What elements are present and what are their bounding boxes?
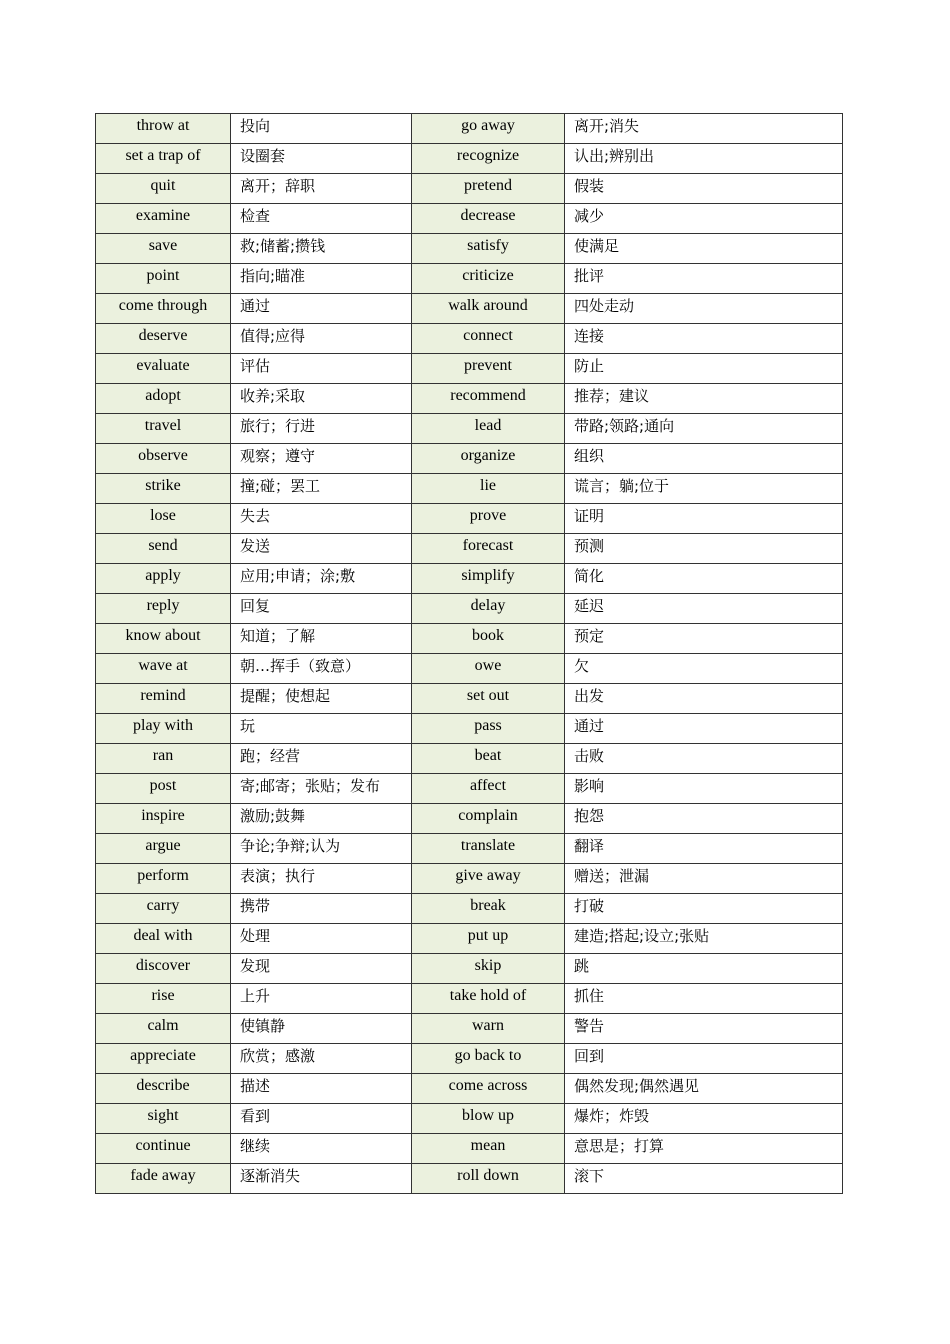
- table-row: [96, 384, 843, 414]
- table-row: [96, 204, 843, 234]
- table-row: [96, 324, 843, 354]
- table-row: [96, 774, 843, 804]
- chinese-meaning-cell: 证明: [565, 504, 843, 534]
- english-phrase-cell: break: [412, 894, 565, 924]
- table-row: [96, 984, 843, 1014]
- chinese-meaning-cell: 谎言；躺;位于: [565, 474, 843, 504]
- chinese-meaning-cell: 警告: [565, 1014, 843, 1044]
- english-phrase-cell: strike: [96, 474, 231, 504]
- chinese-meaning-cell: 抱怨: [565, 804, 843, 834]
- chinese-meaning-cell: 旅行；行进: [231, 414, 412, 444]
- english-phrase-cell: examine: [96, 204, 231, 234]
- english-phrase-cell: play with: [96, 714, 231, 744]
- chinese-meaning-cell: 使满足: [565, 234, 843, 264]
- english-phrase-cell: skip: [412, 954, 565, 984]
- english-phrase-cell: wave at: [96, 654, 231, 684]
- english-phrase-cell: connect: [412, 324, 565, 354]
- chinese-meaning-cell: 使镇静: [231, 1014, 412, 1044]
- english-phrase-cell: remind: [96, 684, 231, 714]
- table-row: [96, 714, 843, 744]
- table-row: [96, 744, 843, 774]
- english-phrase-cell: recommend: [412, 384, 565, 414]
- table-row: [96, 654, 843, 684]
- chinese-meaning-cell: 批评: [565, 264, 843, 294]
- english-phrase-cell: set a trap of: [96, 144, 231, 174]
- table-row: [96, 1164, 843, 1194]
- chinese-meaning-cell: 看到: [231, 1104, 412, 1134]
- chinese-meaning-cell: 跑；经营: [231, 744, 412, 774]
- chinese-meaning-cell: 离开；辞职: [231, 174, 412, 204]
- english-phrase-cell: set out: [412, 684, 565, 714]
- english-phrase-cell: send: [96, 534, 231, 564]
- chinese-meaning-cell: 继续: [231, 1134, 412, 1164]
- chinese-meaning-cell: 寄;邮寄；张贴；发布: [231, 774, 412, 804]
- chinese-meaning-cell: 指向;瞄准: [231, 264, 412, 294]
- english-phrase-cell: criticize: [412, 264, 565, 294]
- table-row: [96, 564, 843, 594]
- chinese-meaning-cell: 延迟: [565, 594, 843, 624]
- english-phrase-cell: come across: [412, 1074, 565, 1104]
- chinese-meaning-cell: 携带: [231, 894, 412, 924]
- table-row: [96, 1074, 843, 1104]
- english-phrase-cell: deal with: [96, 924, 231, 954]
- english-phrase-cell: pretend: [412, 174, 565, 204]
- chinese-meaning-cell: 激励;鼓舞: [231, 804, 412, 834]
- english-phrase-cell: throw at: [96, 114, 231, 144]
- chinese-meaning-cell: 预测: [565, 534, 843, 564]
- chinese-meaning-cell: 意思是；打算: [565, 1134, 843, 1164]
- chinese-meaning-cell: 收养;采取: [231, 384, 412, 414]
- chinese-meaning-cell: 爆炸；炸毁: [565, 1104, 843, 1134]
- chinese-meaning-cell: 朝…挥手（致意）: [231, 654, 412, 684]
- chinese-meaning-cell: 抓住: [565, 984, 843, 1014]
- english-phrase-cell: go away: [412, 114, 565, 144]
- vocabulary-table: [95, 113, 843, 1194]
- chinese-meaning-cell: 失去: [231, 504, 412, 534]
- chinese-meaning-cell: 推荐；建议: [565, 384, 843, 414]
- english-phrase-cell: mean: [412, 1134, 565, 1164]
- chinese-meaning-cell: 观察；遵守: [231, 444, 412, 474]
- english-phrase-cell: blow up: [412, 1104, 565, 1134]
- english-phrase-cell: carry: [96, 894, 231, 924]
- english-phrase-cell: complain: [412, 804, 565, 834]
- english-phrase-cell: travel: [96, 414, 231, 444]
- chinese-meaning-cell: 撞;碰；罢工: [231, 474, 412, 504]
- chinese-meaning-cell: 滚下: [565, 1164, 843, 1194]
- chinese-meaning-cell: 通过: [565, 714, 843, 744]
- chinese-meaning-cell: 预定: [565, 624, 843, 654]
- chinese-meaning-cell: 建造;搭起;设立;张贴: [565, 924, 843, 954]
- table-row: [96, 1014, 843, 1044]
- english-phrase-cell: observe: [96, 444, 231, 474]
- english-phrase-cell: ran: [96, 744, 231, 774]
- english-phrase-cell: come through: [96, 294, 231, 324]
- english-phrase-cell: lose: [96, 504, 231, 534]
- chinese-meaning-cell: 击败: [565, 744, 843, 774]
- table-row: [96, 114, 843, 144]
- english-phrase-cell: post: [96, 774, 231, 804]
- chinese-meaning-cell: 发现: [231, 954, 412, 984]
- chinese-meaning-cell: 通过: [231, 294, 412, 324]
- english-phrase-cell: recognize: [412, 144, 565, 174]
- chinese-meaning-cell: 玩: [231, 714, 412, 744]
- table-row: [96, 144, 843, 174]
- english-phrase-cell: forecast: [412, 534, 565, 564]
- english-phrase-cell: roll down: [412, 1164, 565, 1194]
- table-row: [96, 894, 843, 924]
- english-phrase-cell: argue: [96, 834, 231, 864]
- english-phrase-cell: reply: [96, 594, 231, 624]
- english-phrase-cell: appreciate: [96, 1044, 231, 1074]
- english-phrase-cell: lead: [412, 414, 565, 444]
- table-row: [96, 264, 843, 294]
- table-row: [96, 1044, 843, 1074]
- english-phrase-cell: describe: [96, 1074, 231, 1104]
- chinese-meaning-cell: 防止: [565, 354, 843, 384]
- chinese-meaning-cell: 上升: [231, 984, 412, 1014]
- chinese-meaning-cell: 设圈套: [231, 144, 412, 174]
- chinese-meaning-cell: 四处走动: [565, 294, 843, 324]
- table-row: [96, 594, 843, 624]
- chinese-meaning-cell: 值得;应得: [231, 324, 412, 354]
- english-phrase-cell: take hold of: [412, 984, 565, 1014]
- chinese-meaning-cell: 发送: [231, 534, 412, 564]
- chinese-meaning-cell: 假装: [565, 174, 843, 204]
- english-phrase-cell: give away: [412, 864, 565, 894]
- vocabulary-table-body: [96, 114, 843, 1194]
- english-phrase-cell: sight: [96, 1104, 231, 1134]
- chinese-meaning-cell: 表演；执行: [231, 864, 412, 894]
- chinese-meaning-cell: 欠: [565, 654, 843, 684]
- chinese-meaning-cell: 评估: [231, 354, 412, 384]
- english-phrase-cell: perform: [96, 864, 231, 894]
- chinese-meaning-cell: 回到: [565, 1044, 843, 1074]
- table-row: [96, 414, 843, 444]
- chinese-meaning-cell: 回复: [231, 594, 412, 624]
- chinese-meaning-cell: 知道；了解: [231, 624, 412, 654]
- english-phrase-cell: continue: [96, 1134, 231, 1164]
- english-phrase-cell: go back to: [412, 1044, 565, 1074]
- table-row: [96, 624, 843, 654]
- english-phrase-cell: book: [412, 624, 565, 654]
- english-phrase-cell: decrease: [412, 204, 565, 234]
- table-row: [96, 534, 843, 564]
- english-phrase-cell: simplify: [412, 564, 565, 594]
- chinese-meaning-cell: 应用;申请；涂;敷: [231, 564, 412, 594]
- chinese-meaning-cell: 检查: [231, 204, 412, 234]
- chinese-meaning-cell: 影响: [565, 774, 843, 804]
- english-phrase-cell: prevent: [412, 354, 565, 384]
- table-row: [96, 954, 843, 984]
- english-phrase-cell: inspire: [96, 804, 231, 834]
- english-phrase-cell: lie: [412, 474, 565, 504]
- english-phrase-cell: calm: [96, 1014, 231, 1044]
- table-row: [96, 174, 843, 204]
- table-row: [96, 294, 843, 324]
- chinese-meaning-cell: 救;储蓄;攒钱: [231, 234, 412, 264]
- english-phrase-cell: apply: [96, 564, 231, 594]
- english-phrase-cell: quit: [96, 174, 231, 204]
- table-row: [96, 234, 843, 264]
- english-phrase-cell: prove: [412, 504, 565, 534]
- table-row: [96, 474, 843, 504]
- chinese-meaning-cell: 打破: [565, 894, 843, 924]
- english-phrase-cell: point: [96, 264, 231, 294]
- chinese-meaning-cell: 简化: [565, 564, 843, 594]
- chinese-meaning-cell: 偶然发现;偶然遇见: [565, 1074, 843, 1104]
- english-phrase-cell: fade away: [96, 1164, 231, 1194]
- english-phrase-cell: organize: [412, 444, 565, 474]
- chinese-meaning-cell: 赠送；泄漏: [565, 864, 843, 894]
- english-phrase-cell: adopt: [96, 384, 231, 414]
- table-row: [96, 354, 843, 384]
- chinese-meaning-cell: 欣赏；感激: [231, 1044, 412, 1074]
- table-row: [96, 834, 843, 864]
- chinese-meaning-cell: 组织: [565, 444, 843, 474]
- english-phrase-cell: delay: [412, 594, 565, 624]
- english-phrase-cell: save: [96, 234, 231, 264]
- english-phrase-cell: rise: [96, 984, 231, 1014]
- table-row: [96, 684, 843, 714]
- table-row: [96, 444, 843, 474]
- chinese-meaning-cell: 提醒；使想起: [231, 684, 412, 714]
- chinese-meaning-cell: 描述: [231, 1074, 412, 1104]
- chinese-meaning-cell: 连接: [565, 324, 843, 354]
- chinese-meaning-cell: 投向: [231, 114, 412, 144]
- chinese-meaning-cell: 离开;消失: [565, 114, 843, 144]
- english-phrase-cell: affect: [412, 774, 565, 804]
- chinese-meaning-cell: 出发: [565, 684, 843, 714]
- english-phrase-cell: owe: [412, 654, 565, 684]
- english-phrase-cell: satisfy: [412, 234, 565, 264]
- table-row: [96, 924, 843, 954]
- english-phrase-cell: beat: [412, 744, 565, 774]
- english-phrase-cell: evaluate: [96, 354, 231, 384]
- english-phrase-cell: pass: [412, 714, 565, 744]
- english-phrase-cell: walk around: [412, 294, 565, 324]
- chinese-meaning-cell: 逐渐消失: [231, 1164, 412, 1194]
- table-row: [96, 804, 843, 834]
- english-phrase-cell: translate: [412, 834, 565, 864]
- english-phrase-cell: discover: [96, 954, 231, 984]
- table-row: [96, 1134, 843, 1164]
- table-row: [96, 1104, 843, 1134]
- chinese-meaning-cell: 争论;争辩;认为: [231, 834, 412, 864]
- chinese-meaning-cell: 跳: [565, 954, 843, 984]
- chinese-meaning-cell: 减少: [565, 204, 843, 234]
- chinese-meaning-cell: 带路;领路;通向: [565, 414, 843, 444]
- chinese-meaning-cell: 认出;辨别出: [565, 144, 843, 174]
- chinese-meaning-cell: 翻译: [565, 834, 843, 864]
- english-phrase-cell: deserve: [96, 324, 231, 354]
- english-phrase-cell: know about: [96, 624, 231, 654]
- english-phrase-cell: warn: [412, 1014, 565, 1044]
- table-row: [96, 504, 843, 534]
- english-phrase-cell: put up: [412, 924, 565, 954]
- table-row: [96, 864, 843, 894]
- chinese-meaning-cell: 处理: [231, 924, 412, 954]
